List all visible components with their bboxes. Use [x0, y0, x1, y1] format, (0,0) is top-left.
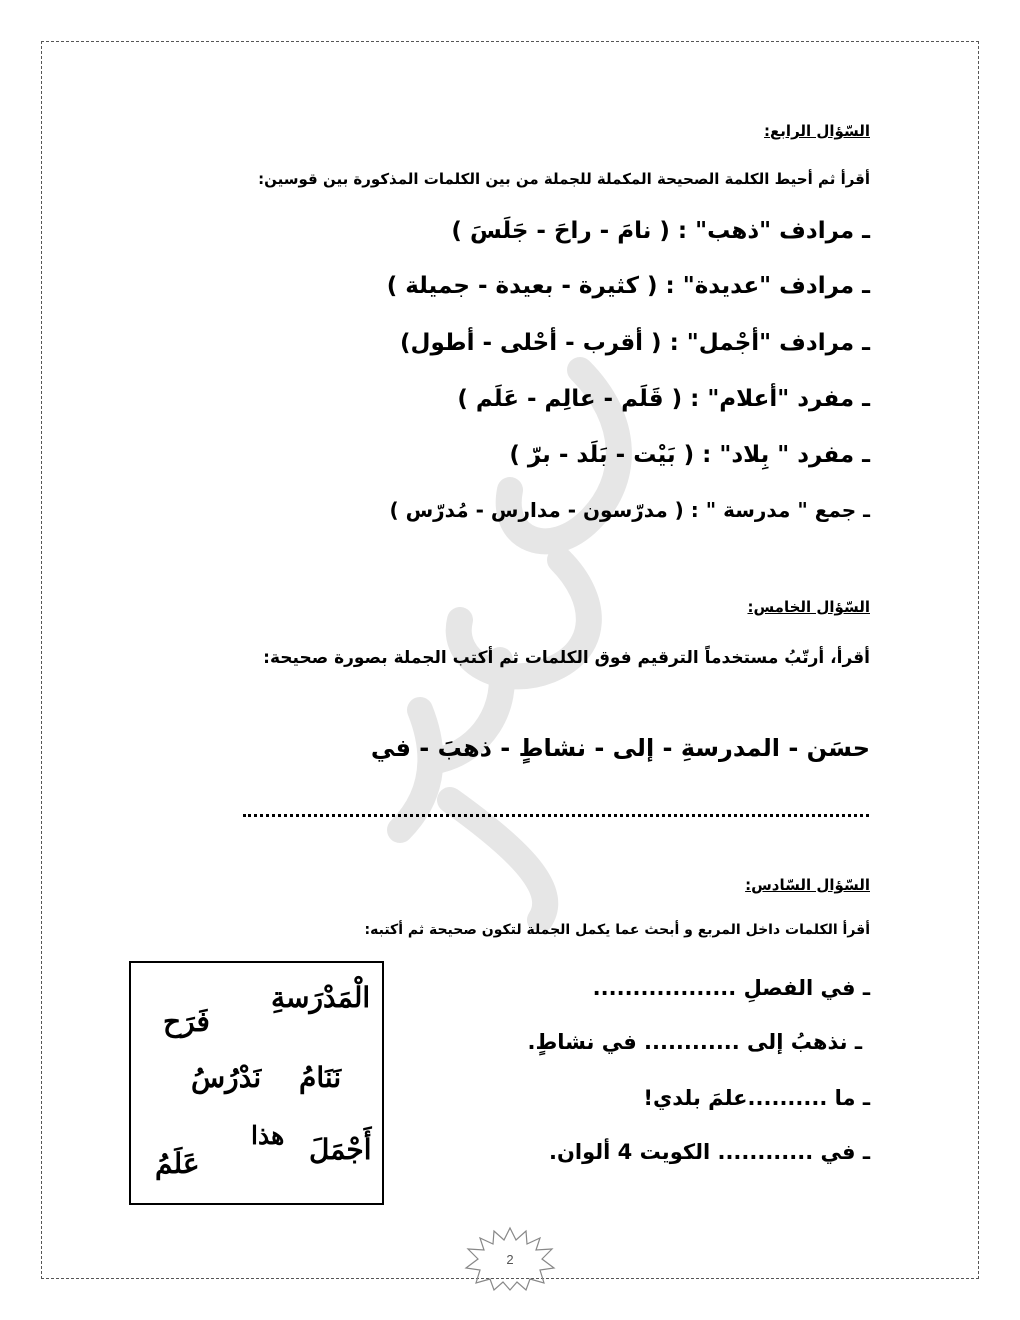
q6-instruction: أقرأ الكلمات داخل المربع و أبحث عما يكمل الجملة لتكون صحيحة ثم أكتبه:: [364, 922, 870, 938]
q6-sentence-4: ـ في ............ الكويت 4 ألوان.: [548, 1140, 870, 1164]
q4-instruction: أقرأ ثم أحيط الكلمة الصحيحة المكملة للجملة من بين الكلمات المذكورة بين قوسين:: [258, 170, 870, 188]
q4-title: السّؤال الرابع:: [764, 122, 870, 140]
q5-instruction: أقرأ، أرتّبُ مستخدماً الترقيم فوق الكلمات ثم أكتب الجملة بصورة صحيحة:: [263, 648, 870, 668]
q4-item-5: ـ مفرد " بِلاد" : ( بَيْت - بَلَد - برّ ): [509, 442, 870, 468]
q6-title: السّؤال السّادس:: [745, 876, 870, 894]
page-number-badge: [462, 1226, 558, 1292]
word-box: [129, 961, 384, 1205]
q4-item-6: ـ جمع " مدرسة " : ( مدرّسون - مدارس - مُدرّس ): [389, 498, 870, 522]
q4-item-3: ـ مرادف "أجْمل" : ( أقرب - أحْلى - أطول): [400, 330, 870, 356]
box-word: أَجْمَلَ: [309, 1133, 372, 1166]
q5-answer-line[interactable]: [243, 802, 869, 817]
box-word: نَنَامُ: [299, 1061, 342, 1094]
q4-item-1: ـ مرادف "ذهب" : ( نامَ - راحَ - جَلَسَ ): [451, 218, 870, 244]
q4-item-2: ـ مرادف "عديدة" : ( كثيرة - بعيدة - جميلة ): [386, 273, 870, 299]
box-word: فَرَح: [163, 1005, 210, 1038]
q4-item-4: ـ مفرد "أعلام" : ( قَلَم - عالِم - عَلَم ): [457, 386, 870, 412]
q6-sentence-1: ـ في الفصلِ ..................: [592, 976, 870, 1000]
box-word: نَدْرُسُ: [191, 1061, 262, 1094]
box-word: هذا: [251, 1121, 285, 1150]
q6-sentence-3: ـ ما ..........علمَ بلدي!: [643, 1086, 870, 1110]
q6-sentence-2: ـ نذهبُ إلى ............ في نشاطٍ.: [527, 1030, 862, 1054]
box-word: عَلَمُ: [155, 1147, 200, 1180]
box-word: الْمَدْرَسةِ: [271, 981, 371, 1014]
q5-title: السّؤال الخامس:: [747, 598, 870, 616]
q5-words: حسَن - المدرسةِ - إلى - نشاطٍ - ذهبَ - في: [370, 734, 870, 762]
page-number: 2: [506, 1252, 514, 1267]
